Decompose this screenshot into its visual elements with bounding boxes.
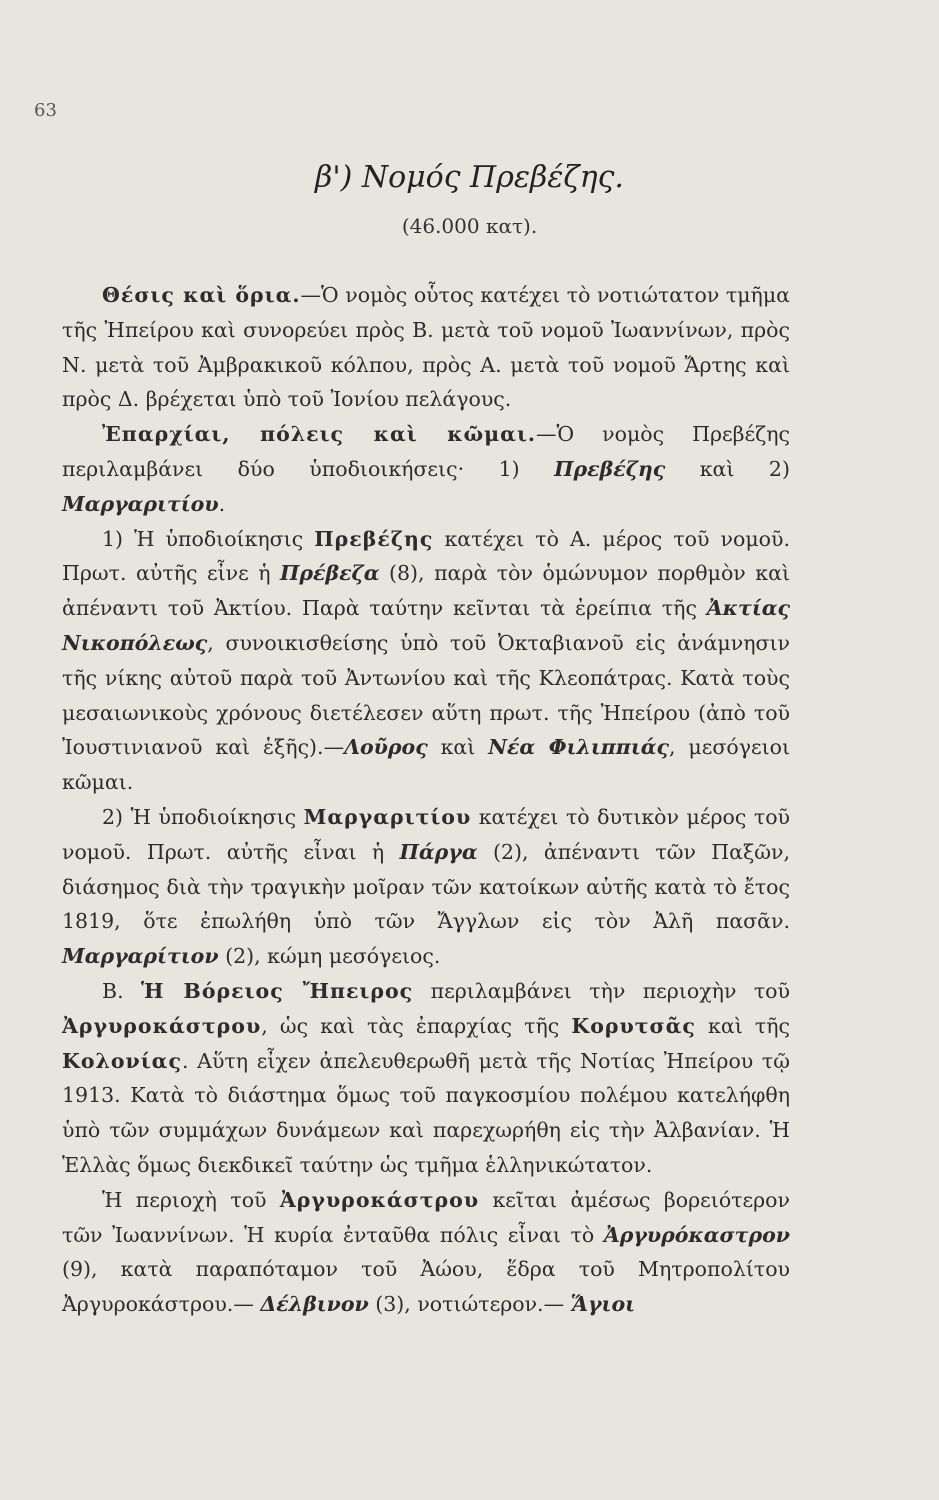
region-name: Ἀργυροκάστρου: [279, 1187, 480, 1212]
text-run: , μεσόγειοι κῶμαι.: [62, 735, 791, 795]
text-run: , ὡς καὶ τὰς ἐπαρχίας τῆς: [261, 1013, 572, 1038]
text-run: καὶ τῆς: [695, 1013, 790, 1038]
region-name: Κορυτσᾶς: [571, 1013, 696, 1038]
text-run: κατέχει τὸ Α. μέρος τοῦ νομοῦ. Πρωτ. αὐτῆς εἶνε ἡ: [62, 526, 790, 586]
population-subtitle: (46.000 κατ).: [401, 214, 538, 238]
text-run: (3), νοτιώτερον.—: [368, 1292, 571, 1317]
text-run: καὶ 2): [665, 456, 790, 481]
place-name: Ἅγιοι: [570, 1292, 636, 1317]
section-heading-eparchies: Ἐπαρχίαι, πόλεις καὶ κῶμαι.: [102, 422, 537, 447]
page-number: 63: [34, 100, 57, 121]
region-name: Κολονίας: [62, 1048, 182, 1073]
section-heading-position: Θέσις καὶ ὅρια.: [102, 283, 301, 307]
place-name: Μαργαρίτιον: [62, 944, 219, 969]
text-run: —Ὁ νομὸς Πρεβέζης περιλαμβάνει δύο ὑποδιοικήσεις· 1): [62, 422, 790, 481]
text-run: Ἡ περιοχὴ τοῦ: [102, 1187, 280, 1212]
text-run: (2), κώμη μεσόγειος.: [218, 944, 441, 969]
place-name: Δέλβινον: [260, 1292, 369, 1317]
text-run: καὶ: [427, 735, 489, 760]
text-run: , συνοικισθείσης ὑπὸ τοῦ Ὀκταβιανοῦ εἰς ἀνάμνησιν τῆς νίκης αὐτοῦ παρὰ τοῦ Ἀντωνίου καὶ τῆς Κλεοπάτρας. Κατὰ τοὺς μεσαιωνικοὺς χρόνους διετέλεσεν αὕτη πρωτ. τῆς Ἠπείρου (ἀπὸ τοῦ Ἰουστινιανοῦ καὶ ἑξῆς).—: [62, 630, 790, 760]
place-name: Πρέβεζα: [280, 561, 380, 586]
text-run: (2), ἀπέναντι τῶν Παξῶν, διάσημος διὰ τὴν τραγικὴν μοῖραν τῶν κατοίκων αὐτῆς κατὰ τὸ ἔτος 1819, ὅτε ἐπωλήθη ὑπὸ τῶν Ἄγγλων εἰς τὸν Ἀλῆ πασᾶν.: [62, 839, 790, 934]
region-name: Ἀργυροκάστρου: [62, 1013, 262, 1038]
region-name: Ἡ Βόρειος Ἤπειρος: [141, 978, 414, 1003]
place-name: Πρεβέζης: [554, 456, 666, 481]
paragraph-eparchies: [62, 417, 790, 521]
paragraph-argyrokastro: [62, 1183, 790, 1322]
body-text: [62, 278, 790, 1322]
text-run: Β.: [102, 978, 142, 1003]
paragraph-position-and-borders: [62, 278, 790, 417]
place-name: Μαργαριτίου: [62, 491, 219, 516]
text-run: .: [218, 491, 226, 516]
text-run: —Ὁ νομὸς οὗτος κατέχει τὸ νοτιώτατον τμῆμα τῆς Ἠπείρου καὶ συνορεύει πρὸς Β. μετὰ τοῦ νομοῦ Ἰωαννίνων, πρὸς Ν. μετὰ τοῦ Ἀμβρακικοῦ κόλπου, πρὸς Α. μετὰ τοῦ νομοῦ Ἄρτης καὶ πρὸς Δ. βρέχεται ὑπὸ τοῦ Ἰονίου πελάγους.: [62, 283, 791, 412]
place-name: Λοῦρος: [344, 735, 428, 760]
place-name: Ἀκτίας Νικοπόλεως: [62, 596, 790, 655]
text-run: (8), παρὰ τὸν ὁμώνυμον πορθμὸν καὶ ἀπέναντι τοῦ Ἀκτίου. Παρὰ ταύτην κεῖνται τὰ ἐρείπια τῆς: [62, 561, 790, 621]
text-run: 1) Ἡ ὑποδιοίκησις: [102, 526, 315, 551]
paragraph-preveza: [62, 522, 790, 800]
subprefecture-name: Πρεβέζης: [314, 526, 434, 551]
paragraph-northern-epirus: [62, 974, 790, 1183]
text-run: . Αὕτη εἶχεν ἀπελευθερωθῆ μετὰ τῆς Νοτίας Ἠπείρου τῷ 1913. Κατὰ τὸ διάστημα ὅμως τοῦ παγκοσμίου πολέμου κατελήφθη ὑπὸ τῶν συμμάχων δυνάμεων καὶ παρεχωρήθη εἰς τὴν Ἀλβανίαν. Ἡ Ἑλλὰς ὅμως διεκδικεῖ ταύτην ὡς τμῆμα ἑλληνικώτατον.: [62, 1048, 790, 1177]
text-run: 2) Ἡ ὑποδιοίκησις: [102, 804, 304, 829]
text-run: (9), κατὰ παραπόταμον τοῦ Ἀώου, ἕδρα τοῦ Μητροπολίτου Ἀργυροκάστρου.—: [62, 1257, 790, 1317]
text-run: κεῖται ἀμέσως βορειότερον τῶν Ἰωαννίνων. Ἡ κυρία ἐνταῦθα πόλις εἶναι τὸ: [62, 1187, 790, 1247]
page-title: β') Νομός Πρεβέζης.: [315, 160, 624, 195]
place-name: Νέα Φιλιππιάς: [488, 735, 669, 760]
text-run: περιλαμβάνει τὴν περιοχὴν τοῦ: [413, 978, 790, 1003]
subprefecture-name: Μαργαριτίου: [303, 804, 472, 829]
paragraph-margariti: [62, 800, 790, 974]
text-run: κατέχει τὸ δυτικὸν μέρος τοῦ νομοῦ. Πρωτ. αὐτῆς εἶναι ἡ: [62, 804, 790, 864]
place-name: Ἀργυρόκαστρον: [603, 1222, 790, 1247]
place-name: Πάργα: [399, 839, 478, 864]
